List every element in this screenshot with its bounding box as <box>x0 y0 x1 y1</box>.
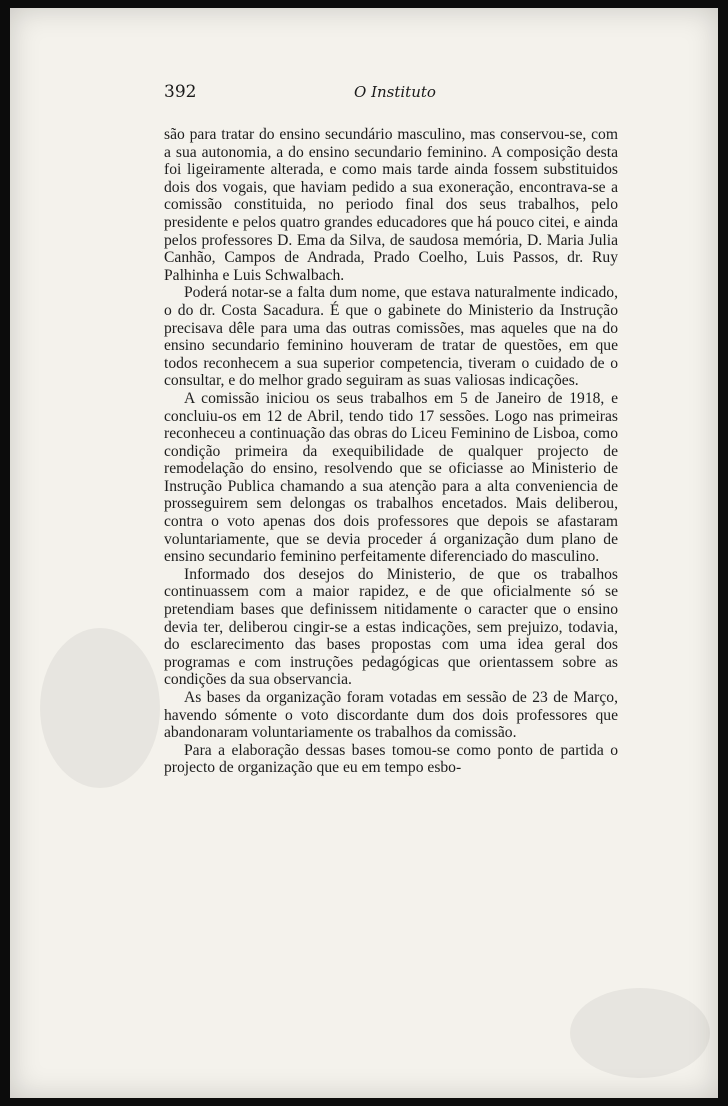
paper-stain <box>40 628 160 788</box>
paragraph: Poderá notar-se a falta dum nome, que estava naturalmente indicado, o do dr. Costa Sacadura. É que o gabinete do Ministerio da Instrução precisava dêle para uma das outras comissões, mas aqueles que na do ensino secundario feminino houveram de tratar de questões, em que todos reconhecem a sua superior competencia, tiveram o cuidado de o consultar, e do melhor grado seguiram as suas valiosas indicações. <box>164 284 618 390</box>
page-number: 392 <box>164 82 197 102</box>
paragraph: As bases da organização foram votadas em sessão de 23 de Março, havendo sómente o voto discordante dum dos dois professores que abandonaram voluntariamente os trabalhos da comissão. <box>164 689 618 742</box>
paragraph: são para tratar do ensino secundário masculino, mas conservou-se, com a sua autonomia, a do ensino secundario feminino. A composição desta foi ligeiramente alterada, e como mais tarde ainda fossem substituidos dois dos vogais, que haviam pedido a sua exoneração, encontrava-se a comissão constituida, no periodo final dos seus trabalhos, pelo presidente e pelos quatro grandes educadores que há pouco citei, e ainda pelos professores D. Ema da Silva, de saudosa memória, D. Maria Julia Canhão, Campos de Andrada, Prado Coelho, Luis Passos, dr. Ruy Palhinha e Luis Schwalbach. <box>164 126 618 284</box>
running-title: O Instituto <box>354 83 436 101</box>
book-page <box>10 8 718 1098</box>
body-text <box>164 126 618 777</box>
paragraph: A comissão iniciou os seus trabalhos em 5 de Janeiro de 1918, e concluiu-os em 12 de Abril, tendo tido 17 sessões. Logo nas primeiras reconheceu a continuação das obras do Liceu Feminino de Lisboa, como condição primeira da exequibilidade de qualquer projecto de remodelação do ensino, resolvendo que se oficiasse ao Ministerio de Instrução Publica chamando a sua atenção para a alta conveniencia de prosseguirem sem delongas os trabalhos encetados. Mais deliberou, contra o voto apenas dos dois professores que depois se afastaram voluntariamente, que se devia proceder á organização dum plano de ensino secundario feminino perfeitamente diferenciado do masculino. <box>164 389 618 566</box>
paper-stain <box>570 988 710 1078</box>
paragraph: Informado dos desejos do Ministerio, de que os trabalhos continuassem com a maior rapidez, e de que oficialmente só se pretendiam bases que definissem nitidamente o caracter que o ensino devia ter, deliberou cingir-se a estas indicações, sem prejuizo, todavia, do esclarecimento das bases propostas com uma idea geral dos programas e com instruções pedagógicas que orientassem sobre as condições da sua observancia. <box>164 565 618 689</box>
page-header <box>164 82 618 108</box>
paragraph: Para a elaboração dessas bases tomou-se como ponto de partida o projecto de organização que eu em tempo esbo- <box>164 741 618 777</box>
